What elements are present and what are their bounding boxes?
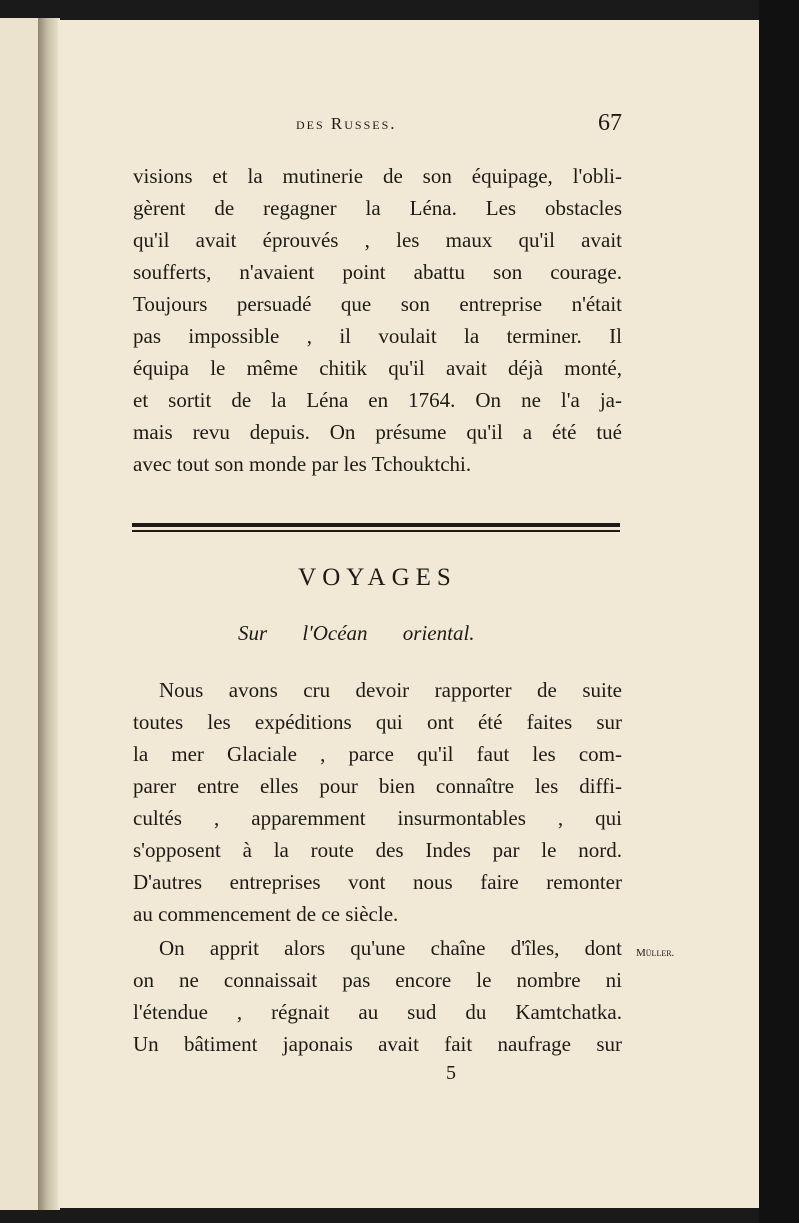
text-line: s'opposent à la route des Indes par le nord.	[133, 838, 622, 862]
text-line: gèrent de regagner la Léna. Les obstacles	[133, 196, 622, 220]
text-line: on ne connaissait pas encore le nombre ni	[133, 968, 622, 992]
text-line: Toujours persuadé que son entreprise n'était	[133, 292, 622, 316]
text-line: toutes les expéditions qui ont été faites sur	[133, 710, 622, 734]
text-line: équipa le même chitik qu'il avait déjà monté,	[133, 356, 622, 380]
text-line: Nous avons cru devoir rapporter de suite	[159, 678, 622, 702]
text-line: Un bâtiment japonais avait fait naufrage sur	[133, 1032, 622, 1056]
text-line: soufferts, n'avaient point abattu son courage.	[133, 260, 622, 284]
text-line: la mer Glaciale , parce qu'il faut les com-	[133, 742, 622, 766]
text-line: On apprit alors qu'une chaîne d'îles, dont	[159, 936, 622, 960]
text-line: visions et la mutinerie de son équipage, l'obli-	[133, 164, 622, 188]
paragraph-voyage-end	[133, 160, 622, 480]
scan-background	[759, 0, 799, 1223]
running-head: des Russes.	[296, 114, 397, 133]
text-line: cultés , apparemment insurmontables , qui	[133, 806, 622, 830]
text-line: mais revu depuis. On présume qu'il a été tué	[133, 420, 622, 444]
section-subtitle: Sur l'Océan oriental.	[238, 621, 475, 645]
margin-note: Müller.	[636, 947, 675, 959]
book-gutter	[38, 18, 60, 1210]
signature-mark: 5	[446, 1062, 456, 1084]
section-rule-thin	[132, 530, 620, 532]
paragraph-introduction	[133, 674, 622, 930]
text-line: D'autres entreprises vont nous faire remonter	[133, 870, 622, 894]
text-line: au commencement de ce siècle.	[133, 902, 399, 926]
text-line: et sortit de la Léna en 1764. On ne l'a ja-	[133, 388, 622, 412]
section-title-text: VOYAGES	[298, 564, 457, 591]
text-line: avec tout son monde par les Tchouktchi.	[133, 452, 472, 476]
text-line: pas impossible , il voulait la terminer. Il	[133, 324, 622, 348]
text-line: qu'il avait éprouvés , les maux qu'il avait	[133, 228, 622, 252]
facing-page-edge	[0, 18, 38, 1210]
paragraph-kurile-islands	[133, 932, 622, 1060]
section-title	[0, 564, 799, 592]
text-line: parer entre elles pour bien connaître les diffi-	[133, 774, 622, 798]
section-rule-thick	[132, 523, 620, 527]
text-line: l'étendue , régnait au sud du Kamtchatka.	[133, 1000, 622, 1024]
page-number: 67	[598, 110, 622, 136]
